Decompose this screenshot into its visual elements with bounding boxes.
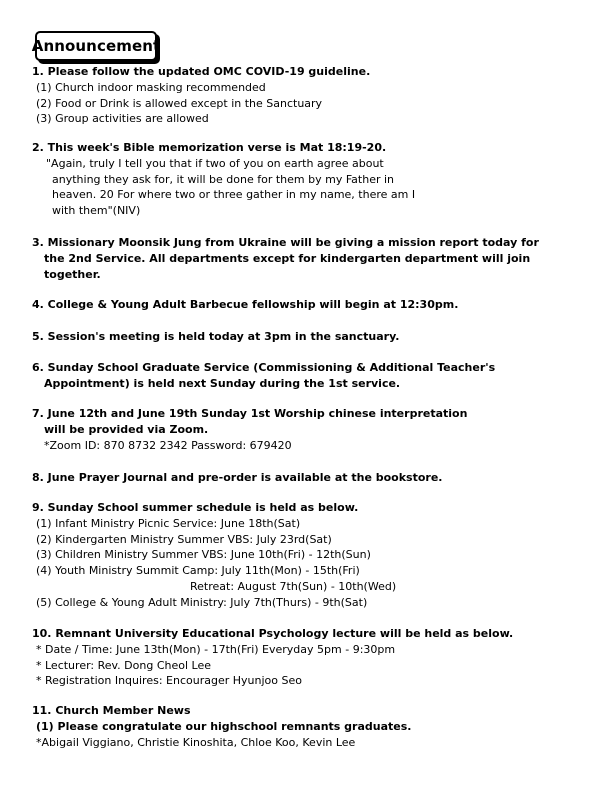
item-1-line-3: (3) Group activities are allowed <box>36 112 209 126</box>
item-10-line-2: * Lecturer: Rev. Dong Cheol Lee <box>36 658 212 672</box>
item-3-heading-line-3: together. <box>44 267 101 281</box>
announcement-item-1 <box>30 64 562 127</box>
announcement-item-4 <box>30 297 562 313</box>
item-9-line-1: (1) Infant Ministry Picnic Service: June 18th(Sat) <box>36 516 301 530</box>
item-11-line-2: *Abigail Viggiano, Christie Kinoshita, Chloe Koo, Kevin Lee <box>36 735 356 749</box>
announcement-item-9 <box>30 500 562 611</box>
item-6-heading-line-2: Appointment) is held next Sunday during the 1st service. <box>44 376 401 390</box>
item-7-heading-line-2: will be provided via Zoom. <box>44 422 209 436</box>
item-3-heading-line-1: 3. Missionary Moonsik Jung from Ukraine will be giving a mission report today for <box>32 236 539 249</box>
item-10-line-1: * Date / Time: June 13th(Mon) - 17th(Fri) Everyday 5pm - 9:30pm <box>36 642 396 656</box>
item-11-line-1: (1) Please congratulate our highschool remnants graduates. <box>36 719 412 733</box>
item-9-line-6: (5) College & Young Adult Ministry: July 7th(Thurs) - 9th(Sat) <box>36 595 368 609</box>
announcement-title-box <box>31 31 161 61</box>
item-2-line-2: anything they ask for, it will be done for them by my Father in <box>52 172 395 186</box>
announcement-item-10 <box>30 626 562 689</box>
item-2-line-4: with them"(NIV) <box>52 204 141 218</box>
announcement-item-2 <box>30 140 562 219</box>
item-9-line-3: (3) Children Ministry Summer VBS: June 10th(Fri) - 12th(Sun) <box>36 548 371 562</box>
item-8-heading: 8. June Prayer Journal and pre-order is available at the bookstore. <box>32 471 443 484</box>
item-1-heading: 1. Please follow the updated OMC COVID-19 guideline. <box>32 65 371 78</box>
item-10-line-3: * Registration Inquires: Encourager Hyunjoo Seo <box>36 674 302 688</box>
item-9-line-4: (4) Youth Ministry Summit Camp: July 11th(Mon) - 15th(Fri) <box>36 564 360 578</box>
item-9-heading: 9. Sunday School summer schedule is held as below. <box>32 501 359 514</box>
item-5-heading: 5. Session's meeting is held today at 3pm in the sanctuary. <box>32 330 400 343</box>
item-9-line-5: Retreat: August 7th(Sun) - 10th(Wed) <box>190 579 397 593</box>
announcement-item-5 <box>30 329 562 345</box>
item-3-heading-line-2: the 2nd Service. All departments except for kindergarten department will join <box>44 251 531 265</box>
item-1-line-1: (1) Church indoor masking recommended <box>36 80 266 94</box>
zoom-info: *Zoom ID: 870 8732 2342 Password: 679420 <box>44 438 292 452</box>
item-6-heading-line-1: 6. Sunday School Graduate Service (Commissioning & Additional Teacher's <box>32 361 496 374</box>
item-1-line-2: (2) Food or Drink is allowed except in the Sanctuary <box>36 96 323 110</box>
item-10-heading: 10. Remnant University Educational Psychology lecture will be held as below. <box>32 627 514 640</box>
item-11-heading: 11. Church Member News <box>32 704 191 717</box>
announcement-item-7 <box>30 406 562 453</box>
item-4-heading: 4. College & Young Adult Barbecue fellowship will begin at 12:30pm. <box>32 298 459 311</box>
item-2-line-1: "Again, truly I tell you that if two of you on earth agree about <box>46 156 384 170</box>
announcement-item-11 <box>30 703 562 750</box>
item-7-heading-line-1: 7. June 12th and June 19th Sunday 1st Worship chinese interpretation <box>32 407 468 420</box>
announcement-item-6 <box>30 360 562 392</box>
item-2-heading: 2. This week's Bible memorization verse is Mat 18:19-20. <box>32 141 387 154</box>
announcement-item-8 <box>30 470 562 486</box>
page-title: Announcement <box>31 37 161 55</box>
announcement-item-3 <box>30 235 562 282</box>
item-9-line-2: (2) Kindergarten Ministry Summer VBS: July 23rd(Sat) <box>36 532 332 546</box>
item-2-line-3: heaven. 20 For where two or three gather in my name, there am I <box>52 188 416 202</box>
